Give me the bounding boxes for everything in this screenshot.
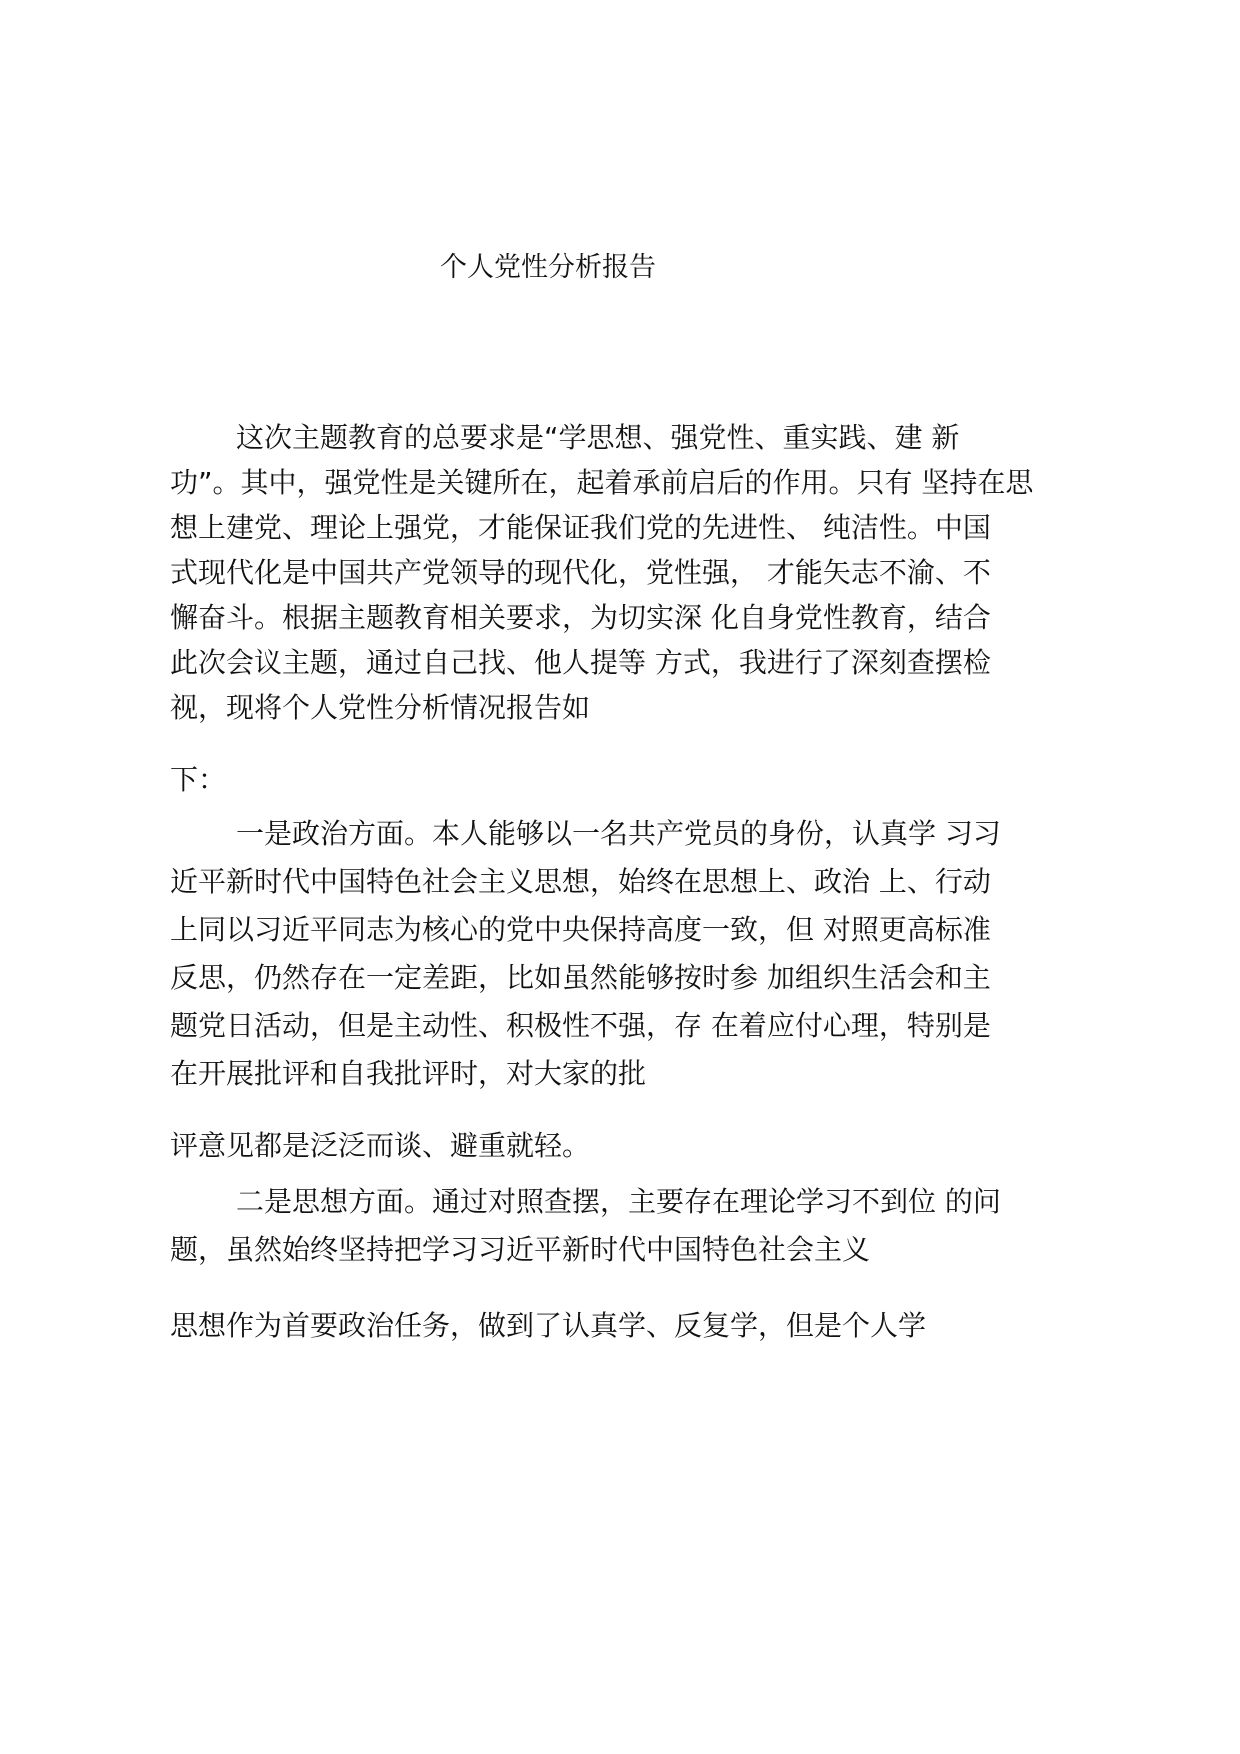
body-line: 评意见都是泛泛而谈、避重就轻。 [170, 1129, 591, 1162]
body-line: 题党日活动，但是主动性、积极性不强，存 在着应付心理，特别是 [170, 1009, 991, 1042]
body-line: 二是思想方面。通过对照查摆，主要存在理论学习不到位 的问 [236, 1185, 1001, 1218]
body-line: 题，虽然始终坚持把学习习近平新时代中国特色社会主义 [170, 1233, 871, 1266]
body-line: 想上建党、理论上强党，才能保证我们党的先进性、 纯洁性。中国 [170, 511, 991, 544]
body-line: 下： [170, 763, 227, 796]
document-title: 个人党性分析报告 [440, 252, 656, 283]
body-line: 懈奋斗。根据主题教育相关要求，为切实深 化自身党性教育，结合 [170, 601, 991, 634]
body-line: 思想作为首要政治任务，做到了认真学、反复学，但是个人学 [170, 1309, 927, 1342]
body-line: 这次主题教育的总要求是“学思想、强党性、重实践、建 新 [236, 421, 960, 454]
body-line: 功”。其中，强党性是关键所在，起着承前启后的作用。只有 坚持在思 [170, 466, 1034, 499]
body-line: 一是政治方面。本人能够以一名共产党员的身份，认真学 习习 [236, 817, 1001, 850]
body-line: 近平新时代中国特色社会主义思想，始终在思想上、政治 上、行动 [170, 865, 991, 898]
body-line: 此次会议主题，通过自己找、他人提等 方式，我进行了深刻查摆检 [170, 646, 991, 679]
body-line: 反思，仍然存在一定差距，比如虽然能够按时参 加组织生活会和主 [170, 961, 991, 994]
body-line: 式现代化是中国共产党领导的现代化，党性强， 才能矢志不渝、不 [170, 556, 991, 589]
body-line: 在开展批评和自我批评时，对大家的批 [170, 1057, 647, 1090]
body-line: 视，现将个人党性分析情况报告如 [170, 691, 591, 724]
body-line: 上同以习近平同志为核心的党中央保持高度一致，但 对照更高标准 [170, 913, 991, 946]
